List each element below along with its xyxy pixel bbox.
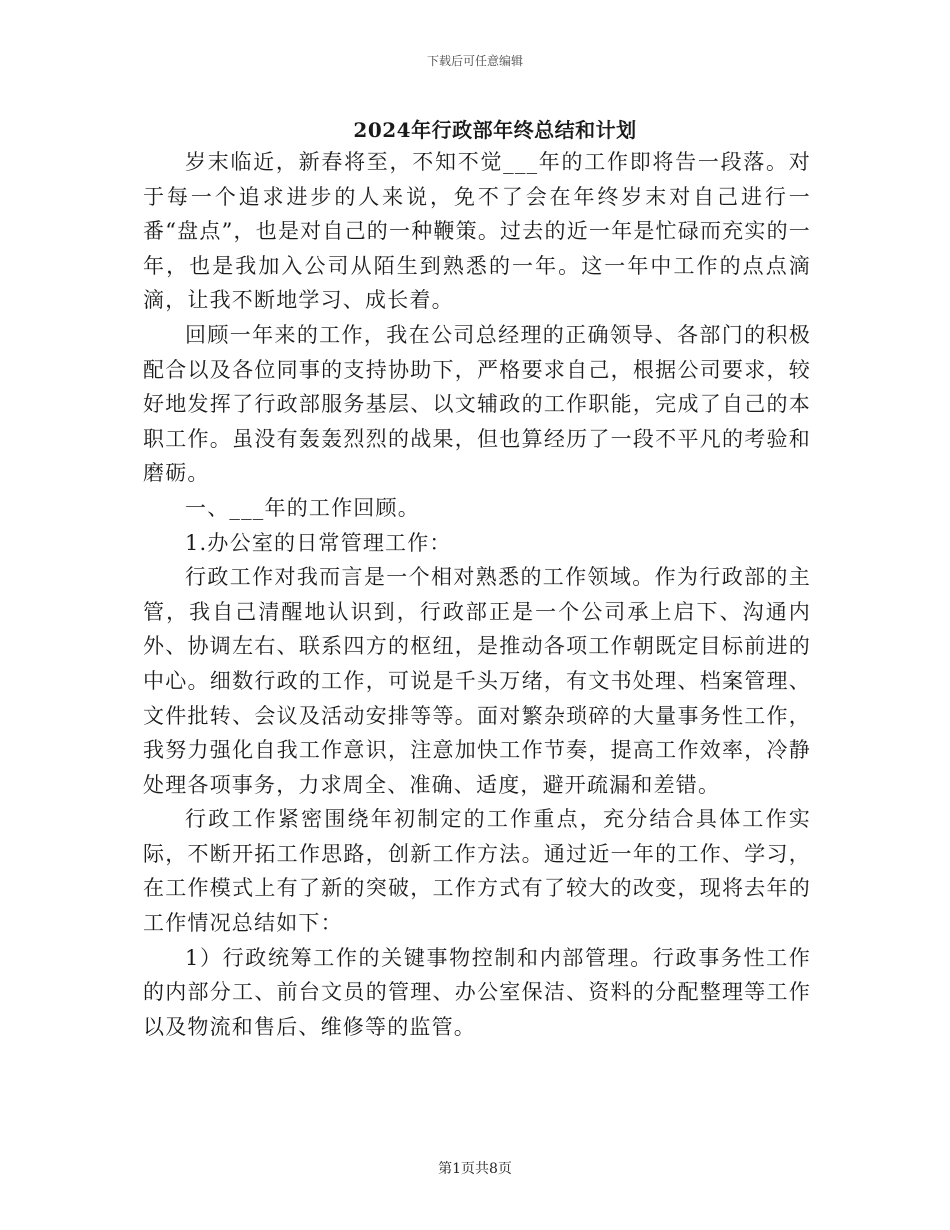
paragraph-item-1: 1）行政统筹工作的关键事物控制和内部管理。行政事务性工作的内部分工、前台文员的管理、办公室保洁、资料的分配整理等工作以及物流和售后、维修等的监管。: [143, 945, 811, 1039]
document-body: [143, 145, 811, 1044]
section-heading: 一、___年的工作回顾。: [185, 495, 420, 520]
paragraph-admin-work: 行政工作对我而言是一个相对熟悉的工作领域。作为行政部的主管，我自己清醒地认识到，行政部正是一个公司承上启下、沟通内外、协调左右、联系四方的枢纽，是推动各项工作朝既定目标前进的中心。细数行政的工作，可说是千头万绪，有文书处理、档案管理、文件批转、会议及活动安排等等。面对繁杂琐碎的大量事务性工作，我努力强化自我工作意识，注意加快工作节奏，提高工作效率，冷静处理各项事务，力求周全、准确、适度，避开疏漏和差错。: [143, 565, 811, 797]
paragraph-review: 回顾一年来的工作，我在公司总经理的正确领导、各部门的积极配合以及各位同事的支持协助下，严格要求自己，根据公司要求，较好地发挥了行政部服务基层、以文辅政的工作职能，完成了自己的本职工作。虽没有轰轰烈烈的战果，但也算经历了一段不平凡的考验和磨砺。: [143, 322, 811, 486]
paragraph-work-focus: 行政工作紧密围绕年初制定的工作重点，充分结合具体工作实际，不断开拓工作思路，创新工作方法。通过近一年的工作、学习，在工作模式上有了新的突破，工作方式有了较大的改变，现将去年的工作情况总结如下：: [143, 807, 811, 936]
paragraph-intro: 岁末临近，新春将至，不知不觉___年的工作即将告一段落。对于每一个追求进步的人来说，免不了会在年终岁末对自己进行一番“盘点”，也是对自己的一种鞭策。过去的近一年是忙碌而充实的一年，也是我加入公司从陌生到熟悉的一年。这一年中工作的点点滴滴，让我不断地学习、成长着。: [143, 150, 811, 313]
subsection-heading: 1.办公室的日常管理工作：: [185, 530, 452, 555]
page-header: 下载后可任意编辑: [426, 54, 523, 68]
page-footer: 第1页共8页: [438, 1161, 512, 1177]
document-title: 2024年行政部年终总结和计划: [353, 118, 637, 142]
